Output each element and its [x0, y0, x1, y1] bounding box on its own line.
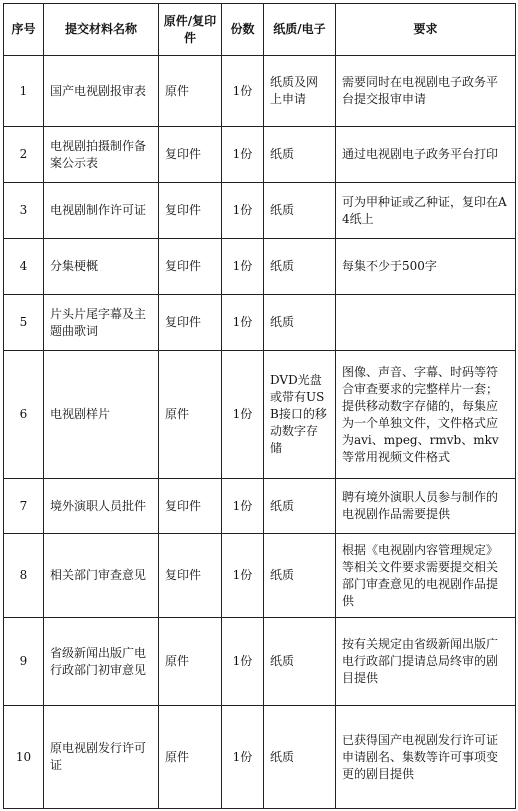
row-medium: DVD光盘或带有USB接口的移动数字存储 — [264, 351, 336, 479]
row-type: 复印件 — [159, 183, 222, 239]
row-count: 1份 — [222, 618, 264, 706]
row-medium: 纸质 — [264, 706, 336, 809]
table-row — [4, 127, 516, 183]
row-medium: 纸质 — [264, 183, 336, 239]
row-requirement: 图像、声音、字幕、时码等符合审查要求的完整样片一套；提供移动数字存储的，每集应为一个单独文件，文件格式应为avi、mpeg、rmvb、mkv等常用视频文件格式 — [336, 351, 516, 479]
row-count: 1份 — [222, 706, 264, 809]
row-count: 1份 — [222, 479, 264, 534]
table-row — [4, 706, 516, 809]
row-requirement: 需要同时在电视剧电子政务平台提交报审申请 — [336, 56, 516, 127]
row-count: 1份 — [222, 127, 264, 183]
row-requirement: 根据《电视剧内容管理规定》等相关文件要求需要提交相关部门审查意见的电视剧作品提供 — [336, 534, 516, 618]
row-type: 原件 — [159, 351, 222, 479]
row-no: 1 — [4, 56, 44, 127]
row-medium: 纸质 — [264, 239, 336, 295]
table-row — [4, 534, 516, 618]
row-name: 相关部门审查意见 — [44, 534, 159, 618]
row-no: 6 — [4, 351, 44, 479]
row-requirement: 每集不少于500字 — [336, 239, 516, 295]
row-name: 国产电视剧报审表 — [44, 56, 159, 127]
row-medium: 纸质 — [264, 618, 336, 706]
header-count: 份数 — [222, 4, 264, 56]
row-requirement: 可为甲种证或乙种证，复印在A4纸上 — [336, 183, 516, 239]
row-no: 2 — [4, 127, 44, 183]
table-row — [4, 239, 516, 295]
row-no: 3 — [4, 183, 44, 239]
materials-table — [3, 3, 516, 809]
row-count: 1份 — [222, 183, 264, 239]
row-type: 复印件 — [159, 534, 222, 618]
row-name: 电视剧样片 — [44, 351, 159, 479]
row-name: 分集梗概 — [44, 239, 159, 295]
row-name: 电视剧拍摄制作备案公示表 — [44, 127, 159, 183]
table-row — [4, 183, 516, 239]
header-no: 序号 — [4, 4, 44, 56]
header-name: 提交材料名称 — [44, 4, 159, 56]
row-medium: 纸质 — [264, 127, 336, 183]
row-count: 1份 — [222, 295, 264, 351]
table-row — [4, 479, 516, 534]
row-type: 原件 — [159, 618, 222, 706]
header-medium: 纸质/电子 — [264, 4, 336, 56]
table-row — [4, 56, 516, 127]
row-no: 8 — [4, 534, 44, 618]
row-type: 复印件 — [159, 127, 222, 183]
row-requirement — [336, 295, 516, 351]
row-requirement: 聘有境外演职人员参与制作的电视剧作品需要提供 — [336, 479, 516, 534]
row-type: 复印件 — [159, 239, 222, 295]
row-no: 10 — [4, 706, 44, 809]
row-type: 原件 — [159, 56, 222, 127]
row-medium: 纸质及网上申请 — [264, 56, 336, 127]
row-requirement: 已获得国产电视剧发行许可证申请剧名、集数等许可事项变更的剧目提供 — [336, 706, 516, 809]
row-type: 原件 — [159, 706, 222, 809]
row-name: 境外演职人员批件 — [44, 479, 159, 534]
row-requirement: 通过电视剧电子政务平台打印 — [336, 127, 516, 183]
row-name: 片头片尾字幕及主题曲歌词 — [44, 295, 159, 351]
row-name: 省级新闻出版广电行政部门初审意见 — [44, 618, 159, 706]
row-type: 复印件 — [159, 295, 222, 351]
row-name: 原电视剧发行许可证 — [44, 706, 159, 809]
row-no: 7 — [4, 479, 44, 534]
row-no: 9 — [4, 618, 44, 706]
row-no: 4 — [4, 239, 44, 295]
row-count: 1份 — [222, 534, 264, 618]
row-count: 1份 — [222, 239, 264, 295]
row-medium: 纸质 — [264, 534, 336, 618]
row-requirement: 按有关规定由省级新闻出版广电行政部门提请总局终审的剧目提供 — [336, 618, 516, 706]
table-row — [4, 351, 516, 479]
row-name: 电视剧制作许可证 — [44, 183, 159, 239]
row-count: 1份 — [222, 351, 264, 479]
header-requirement: 要求 — [336, 4, 516, 56]
row-medium: 纸质 — [264, 295, 336, 351]
table-row — [4, 295, 516, 351]
row-medium: 纸质 — [264, 479, 336, 534]
table-row — [4, 618, 516, 706]
row-type: 复印件 — [159, 479, 222, 534]
header-row — [4, 4, 516, 56]
row-no: 5 — [4, 295, 44, 351]
header-type: 原件/复印件 — [159, 4, 222, 56]
row-count: 1份 — [222, 56, 264, 127]
